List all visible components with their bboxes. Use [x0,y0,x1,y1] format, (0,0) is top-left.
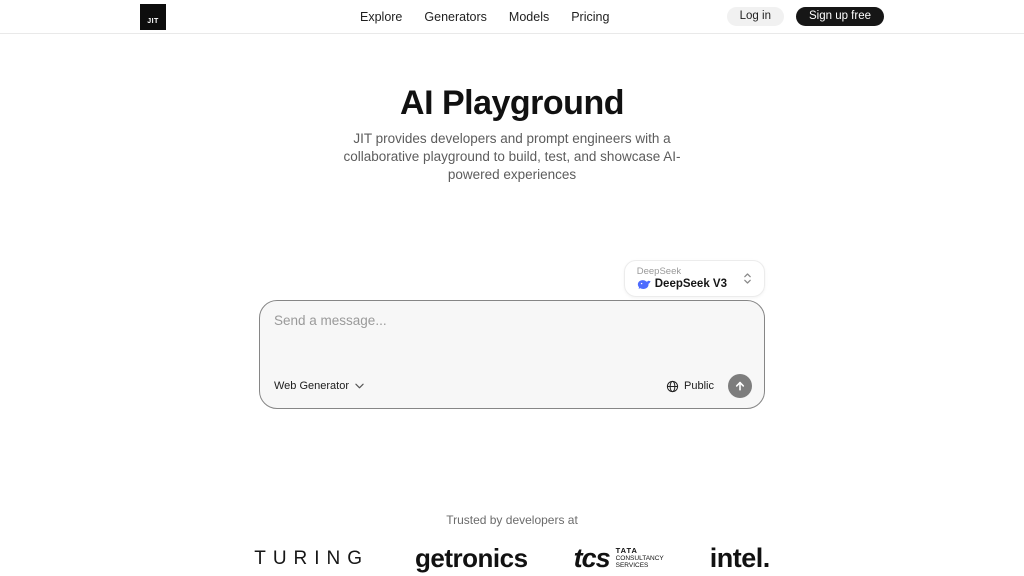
jit-logo[interactable]: JIT [140,4,166,30]
page-title: AI Playground [400,84,624,122]
tcs-mark: tcs [573,543,610,573]
tcs-consultancy-text: CONSULTANCY [615,554,664,562]
visibility-label: Public [684,380,714,392]
model-provider-label: DeepSeek [636,266,682,277]
chevron-down-icon [355,383,364,389]
auth-buttons [727,7,884,26]
unfold-chevrons-icon [743,272,752,285]
globe-icon [666,380,679,393]
model-selector[interactable] [624,260,765,297]
trusted-section [0,513,1024,574]
generator-dropdown[interactable] [274,380,364,392]
model-name-label: DeepSeek V3 [654,278,727,290]
signup-button[interactable]: Sign up free [796,7,884,26]
message-composer [259,300,765,409]
hero-section [0,84,1024,184]
tcs-logo [574,543,664,574]
arrow-up-icon [734,380,746,392]
nav-link-generators[interactable]: Generators [424,9,487,24]
nav-link-models[interactable]: Models [508,9,550,24]
composer-toolbar [260,374,764,408]
getronics-logo: getronics [415,543,528,573]
tcs-tata-text: TATA [615,546,638,556]
tcs-services-text: SERVICES [615,562,649,570]
top-navigation-bar [0,0,1024,34]
send-button[interactable] [728,374,752,398]
intel-logo: intel. [709,543,770,573]
message-input[interactable] [260,301,764,374]
page-subtitle: JIT provides developers and prompt engineers with a collaborative playground to build, test, and showcase AI-powered experiences [343,131,681,182]
deepseek-whale-icon [637,279,651,290]
visibility-toggle[interactable] [666,380,714,393]
turing-logo: TURING [254,547,370,569]
login-button[interactable]: Log in [727,7,784,26]
partner-logo-row [0,543,1024,574]
playground-section [259,260,765,409]
nav-link-explore[interactable]: Explore [360,9,403,24]
trusted-heading: Trusted by developers at [446,513,578,527]
main-nav [360,10,609,24]
generator-label: Web Generator [274,380,350,392]
nav-link-pricing[interactable]: Pricing [571,9,610,24]
